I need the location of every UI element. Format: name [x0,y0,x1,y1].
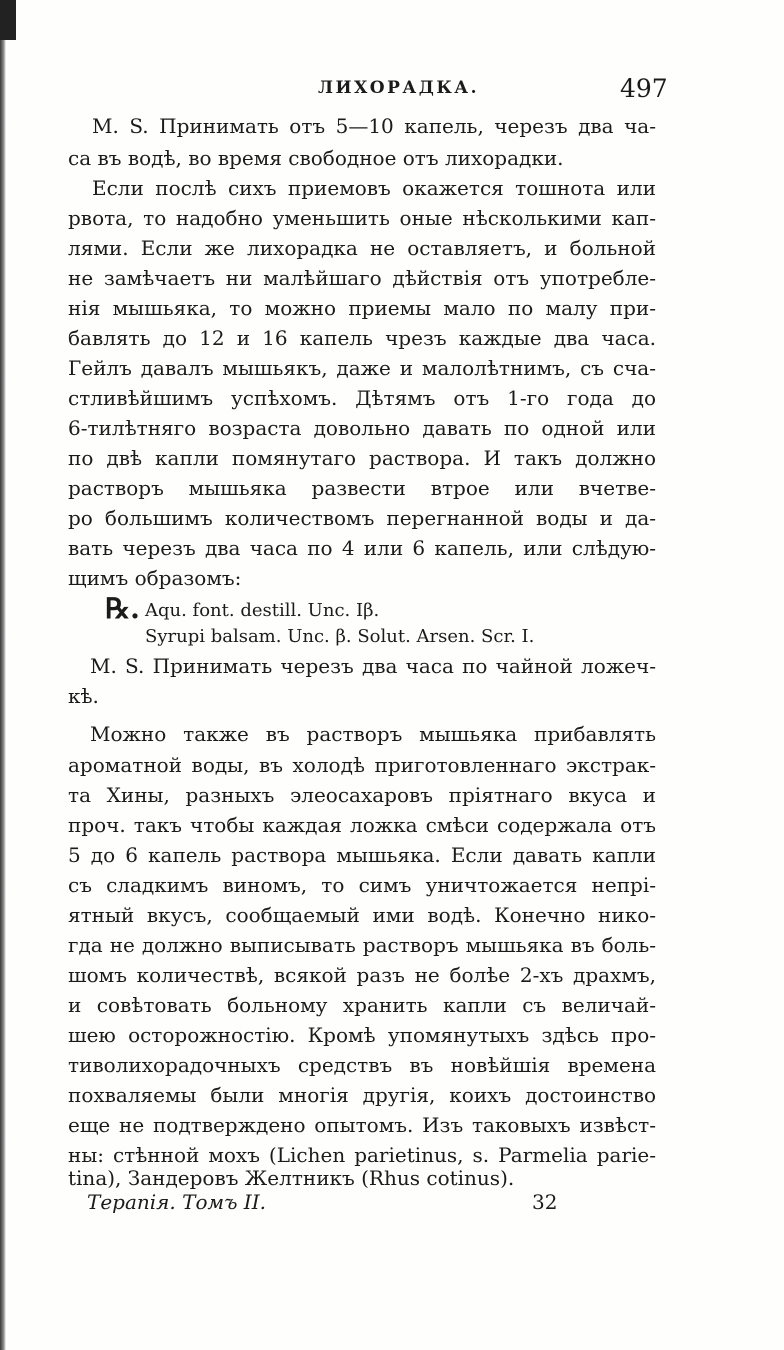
text-line: бавлять до 12 и 16 капель чрезъ каждые два часа. [68,326,656,350]
sheet-number: 32 [532,1190,558,1214]
text-line: ятный вкусъ, сообщаемый ими водѣ. Конечно нико- [68,903,656,927]
text-line: нія мышьяка, то можно приемы мало по малу при- [68,296,656,320]
text-line: не замѣчаетъ ни малѣйшаго дѣйствія отъ употребле- [68,266,656,290]
text-line: съ сладкимъ виномъ, то симъ уничтожается непрі- [68,873,656,897]
text-line: Можно также въ растворъ мышьяка прибавлять [90,722,656,746]
text-line: по двѣ капли помянутаго раствора. И такъ должно [68,446,656,470]
text-line: шею осторожностію. Кромѣ упомянутыхъ здѣсь про- [68,1023,656,1047]
text-line: кѣ. [68,684,99,708]
text-line: 5 до 6 капель раствора мышьяка. Если давать капли [68,843,656,867]
text-line: вать черезъ два часа по 4 или 6 капель, или слѣдую- [68,536,656,560]
text-line: 6-тилѣтняго возраста довольно давать по одной или [68,416,656,440]
running-title: ЛИХОРАДКА. [318,78,480,98]
text-line: лями. Если же лихорадка не оставляетъ, и больной [68,236,656,260]
text-line: стливѣйшимъ успѣхомъ. Дѣтямъ отъ 1-го года до [68,386,656,410]
text-line: ароматной воды, въ холодѣ приготовленнаго экстрак- [68,753,656,777]
text-line: Если послѣ сихъ приемовъ окажется тошнота или [92,176,656,200]
prescription-line: Syrupi balsam. Unc. β. Solut. Arsen. Scr. I. [145,626,535,647]
text-line: M. S. Принимать черезъ два часа по чайной ложеч- [90,654,656,678]
page-number: 497 [620,74,668,103]
recipe-symbol: ℞. [105,592,140,625]
text-line: проч. такъ чтобы каждая ложка смѣси содержала отъ [68,813,656,837]
binding-mark [0,0,16,40]
text-line: щимъ образомъ: [68,566,242,590]
text-line: тиволихорадочныхъ средствъ въ новѣйшія времена [68,1053,656,1077]
text-line: похваляемы были многія другія, коихъ достоинство [68,1083,656,1107]
text-line: еще не подтверждено опытомъ. Изъ таковыхъ извѣст- [68,1113,656,1137]
text-line: рвота, то надобно уменьшить оные нѣсколькими кап- [68,206,656,230]
text-line: ро большимъ количествомъ перегнанной воды и да- [68,506,656,530]
text-line: M. S. Принимать отъ 5—10 капель, черезъ два ча- [92,114,656,138]
text-line: шомъ количествѣ, всякой разъ не болѣе 2-хъ драхмъ, [68,963,656,987]
text-line: Гейлъ давалъ мышьякъ, даже и малолѣтнимъ, съ сча- [68,356,656,380]
text-line: са въ водѣ, во время свободное отъ лихорадки. [68,146,564,170]
text-line: растворъ мышьяка развести втрое или вчетве- [68,476,656,500]
signature-mark: Терапія. Томъ II. [87,1190,266,1214]
text-line: ны: стѣнной мохъ (Lichen parietinus, s. Parmelia parie- [68,1143,656,1167]
text-line: та Хины, разныхъ элеосахаровъ пріятнаго вкуса и [68,783,656,807]
page-edge [0,0,6,1350]
text-line: гда не должно выписывать растворъ мышьяка въ боль- [68,933,656,957]
text-line: tina), Зандеровъ Желтникъ (Rhus cotinus). [68,1166,515,1190]
text-line: и совѣтовать больному хранить капли съ величай- [68,993,656,1017]
prescription-line: Aqu. font. destill. Unc. Iβ. [145,600,380,621]
